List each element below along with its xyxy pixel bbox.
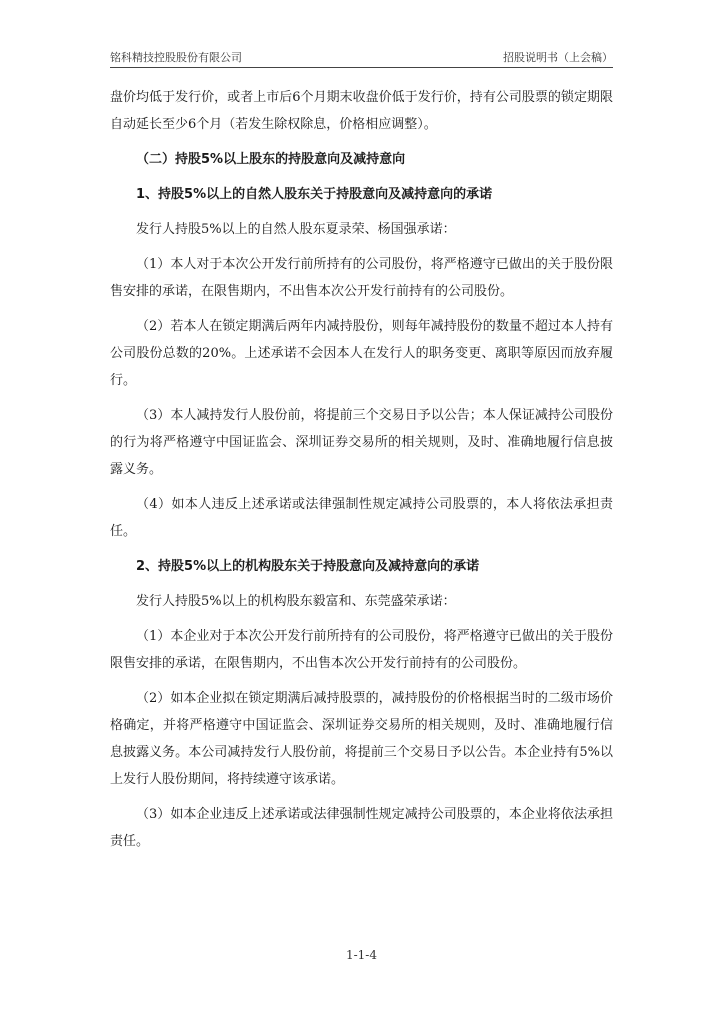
paragraph: （1）本人对于本次公开发行前所持有的公司股份，将严格遵守已做出的关于股份限售安排的承诺，在限售期内，不出售本次公开发行前持有的公司股份。 xyxy=(110,257,613,299)
paragraph: （2）若本人在锁定期满后两年内减持股份，则每年减持股份的数量不超过本人持有公司股份总数的20%。上述承诺不会因本人在发行人的职务变更、离职等原因而放弃履行。 xyxy=(110,319,613,388)
paragraph-continuation: 盘价均低于发行价，或者上市后6个月期末收盘价低于发行价，持有公司股票的锁定期限自动延长至少6个月（若发生除权除息，价格相应调整）。 xyxy=(110,90,613,132)
subsection-heading-natural-person: 1、持股5%以上的自然人股东关于持股意向及减持意向的承诺 xyxy=(136,187,493,202)
document-body xyxy=(110,84,613,863)
paragraph: （2）如本企业拟在锁定期满后减持股票的，减持股份的价格根据当时的二级市场价格确定，并将严格遵守中国证监会、深圳证券交易所的相关规则，及时、准确地履行信息披露义务。本公司减持发行人股份前，将提前三个交易日予以公告。本企业持有5%以上发行人股份期间，将持续遵守该承诺。 xyxy=(110,691,613,787)
paragraph: 发行人持股5%以上的自然人股东夏录荣、杨国强承诺： xyxy=(136,222,456,237)
paragraph: （3）本人减持发行人股份前，将提前三个交易日予以公告；本人保证减持公司股份的行为将严格遵守中国证监会、深圳证券交易所的相关规则，及时、准确地履行信息披露义务。 xyxy=(110,408,613,477)
subsection-heading-institutional: 2、持股5%以上的机构股东关于持股意向及减持意向的承诺 xyxy=(136,559,480,574)
paragraph: （4）如本人违反上述承诺或法律强制性规定减持公司股票的，本人将依法承担责任。 xyxy=(110,497,613,539)
paragraph: （3）如本企业违反上述承诺或法律强制性规定减持公司股票的，本企业将依法承担责任。 xyxy=(110,807,613,849)
paragraph: 发行人持股5%以上的机构股东毅富和、东莞盛荣承诺： xyxy=(136,594,456,609)
paragraph: （1）本企业对于本次公开发行前所持有的公司股份，将严格遵守已做出的关于股份限售安排的承诺，在限售期内，不出售本次公开发行前持有的公司股份。 xyxy=(110,629,613,671)
section-heading: （二）持股5%以上股东的持股意向及减持意向 xyxy=(136,152,406,167)
page-number: 1-1-4 xyxy=(345,948,377,962)
header-company-name: 铭科精技控股股份有限公司 xyxy=(110,51,242,64)
header-document-title: 招股说明书（上会稿） xyxy=(503,51,613,64)
page-header xyxy=(110,49,613,68)
